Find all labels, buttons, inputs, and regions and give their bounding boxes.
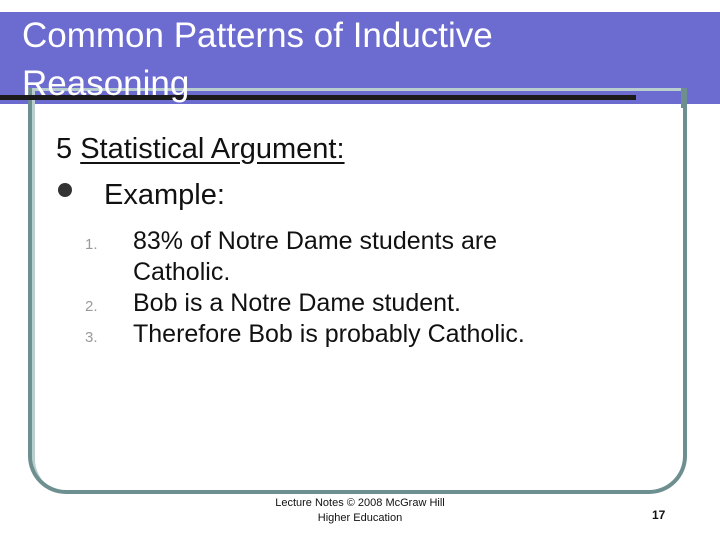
footer-line-1: Lecture Notes © 2008 McGraw Hill: [275, 497, 445, 509]
footer-line-2: Higher Education: [317, 512, 403, 524]
page-number: 17: [652, 508, 666, 522]
list-item-text: Bob is a Notre Dame student.: [133, 289, 461, 317]
slide-title: [22, 12, 662, 108]
list-item: [80, 226, 700, 288]
slide-title-line-2: Reasoning: [22, 64, 190, 103]
argument-list: [80, 226, 700, 350]
section-heading-text: Statistical Argument:: [80, 133, 345, 165]
section-heading: [56, 130, 345, 168]
list-item-text: Therefore Bob is probably Catholic.: [133, 320, 525, 348]
list-item: [80, 288, 700, 319]
list-item: [80, 319, 700, 350]
slide-title-line-1: Common Patterns of Inductive: [22, 16, 493, 55]
section-heading-number: 5: [56, 133, 73, 165]
list-item-number: 2.: [85, 298, 98, 315]
list-item-number: 3.: [85, 329, 98, 346]
list-item-number: 1.: [85, 236, 98, 253]
list-item-text-continued: Catholic.: [133, 258, 231, 286]
example-label: Example:: [104, 179, 225, 211]
footer-credit: [230, 496, 490, 526]
bullet-dot-icon: [58, 183, 72, 197]
list-item-text: 83% of Notre Dame students are: [133, 227, 498, 255]
slide-frame-cap: [681, 88, 687, 108]
